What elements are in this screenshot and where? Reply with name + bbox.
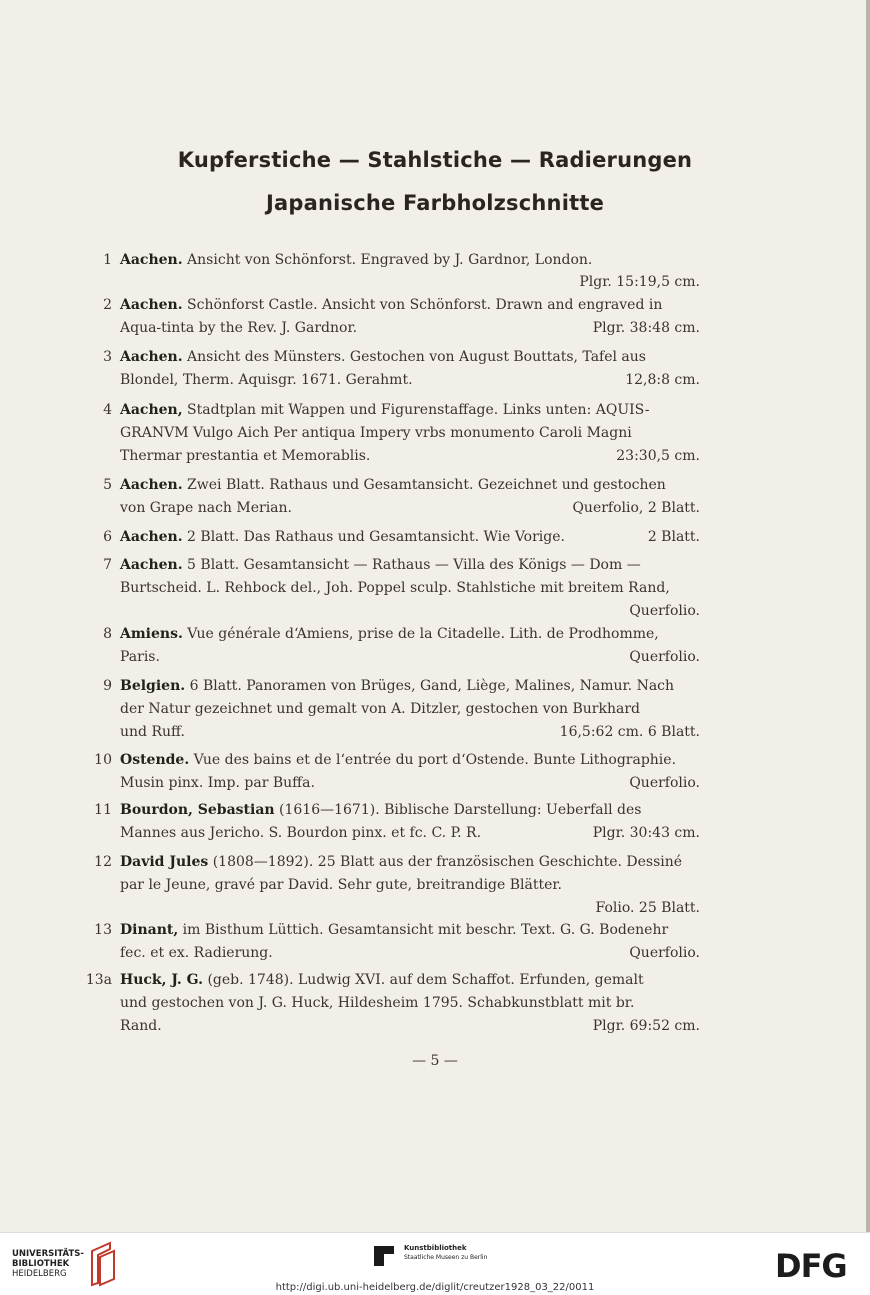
entry-line	[120, 473, 700, 497]
entry-line	[120, 248, 700, 272]
entry-dimension: Plgr. 30:43 cm.	[592, 825, 700, 841]
entry-keyword: Aachen.	[120, 477, 183, 493]
entry-line: Paris.	[120, 649, 160, 665]
entry-text: 6 Blatt. Panoramen von Brüges, Gand, Liège, Malines, Namur. Nach	[185, 678, 675, 694]
entry-number: 11	[94, 802, 112, 818]
catalog-heading: Kupferstiche — Stahlstiche — Radierungen	[177, 148, 693, 172]
entry-line: von Grape nach Merian.	[120, 500, 292, 516]
entry-dimension: 23:30,5 cm.	[616, 448, 700, 464]
dfg-logo: DFG	[775, 1247, 847, 1285]
entry-text: Ansicht von Schönforst. Engraved by J. Gardnor, London.	[182, 252, 593, 268]
entry-line: und Ruff.	[120, 724, 185, 740]
entry-dimension: Plgr. 38:48 cm.	[592, 320, 700, 336]
entry-line	[120, 748, 700, 772]
entry-line	[120, 345, 700, 369]
entry-number: 13	[94, 922, 112, 938]
entry-number: 7	[103, 557, 112, 573]
entry-text: Zwei Blatt. Rathaus und Gesamtansicht. Gezeichnet und gestochen	[182, 477, 666, 493]
kunstbibliothek-logo-icon	[372, 1244, 396, 1268]
entry-dimension: 2 Blatt.	[647, 529, 700, 545]
entry-line: Mannes aus Jericho. S. Bourdon pinx. et fc. C. P. R.	[120, 825, 482, 841]
entry-text: Stadtplan mit Wappen und Figurenstaffage. Links unten: AQUIS-	[182, 402, 650, 418]
entry-line	[120, 918, 700, 942]
entry-line: GRANVM Vulgo Aich Per antiqua Impery vrbs monumento Caroli Magni	[120, 425, 632, 441]
entry-line	[120, 398, 700, 422]
entry-keyword: Huck, J. G.	[120, 972, 203, 988]
entry-text: (1616—1671). Biblische Darstellung: Ueberfall des	[274, 802, 642, 818]
page-edge	[866, 0, 870, 1232]
entry-number: 9	[103, 678, 112, 694]
entry-number: 6	[103, 529, 112, 545]
entry-line	[120, 798, 700, 822]
entry-keyword: David Jules	[120, 854, 209, 870]
entry-line: fec. et ex. Radierung.	[120, 945, 273, 961]
ub-logo-text: HEIDELBERG	[12, 1269, 67, 1279]
entry-dimension: Plgr. 69:52 cm.	[592, 1018, 700, 1034]
entry-line	[120, 850, 700, 874]
entry-dimension: Plgr. 15:19,5 cm.	[579, 274, 700, 290]
ub-logo-text: UNIVERSITÄTS-	[12, 1249, 84, 1259]
entry-line: par le Jeune, gravé par David. Sehr gute, breitrandige Blätter.	[120, 877, 563, 893]
entry-dimension: Querfolio.	[629, 945, 700, 961]
entry-dimension: Querfolio.	[629, 649, 700, 665]
entry-line: Aqua-tinta by the Rev. J. Gardnor.	[120, 320, 358, 336]
kunstbibliothek-name: Kunstbibliothek	[404, 1244, 467, 1252]
entry-keyword: Belgien.	[120, 678, 186, 694]
entry-number: 4	[103, 402, 112, 418]
catalog-subheading: Japanische Farbholzschnitte	[265, 191, 605, 215]
entry-line	[120, 674, 700, 698]
entry-keyword: Aachen.	[120, 297, 183, 313]
viewer-footer	[0, 1232, 870, 1295]
entry-dimension: Querfolio.	[629, 775, 700, 791]
entry-line: Burtscheid. L. Rehbock del., Joh. Poppel sculp. Stahlstiche mit breitem Rand,	[120, 580, 670, 596]
entry-number: 12	[94, 854, 112, 870]
entry-keyword: Ostende.	[120, 752, 190, 768]
entry-number: 5	[103, 477, 112, 493]
entry-dimension: 16,5:62 cm. 6 Blatt.	[559, 724, 700, 740]
entry-line	[120, 968, 700, 992]
entry-keyword: Amiens.	[120, 626, 183, 642]
entry-keyword: Aachen.	[120, 349, 183, 365]
entry-keyword: Dinant,	[120, 922, 179, 938]
entry-text: Ansicht des Münsters. Gestochen von August Bouttats, Tafel aus	[182, 349, 646, 365]
entry-line	[120, 293, 700, 317]
entry-dimension: Folio. 25 Blatt.	[595, 900, 700, 916]
entry-keyword: Aachen.	[120, 529, 183, 545]
entry-line	[120, 525, 700, 549]
ub-logo-text: BIBLIOTHEK	[12, 1259, 70, 1269]
entry-text: 5 Blatt. Gesamtansicht — Rathaus — Villa des Königs — Dom —	[182, 557, 641, 573]
entry-line: Musin pinx. Imp. par Buffa.	[120, 775, 315, 791]
entry-line	[120, 553, 700, 577]
ub-logo-icon	[88, 1241, 118, 1287]
entry-text: Vue générale d‘Amiens, prise de la Citadelle. Lith. de Prodhomme,	[182, 626, 659, 642]
entry-text: (geb. 1748). Ludwig XVI. auf dem Schaffot. Erfunden, gemalt	[203, 972, 644, 988]
page-number: — 5 —	[412, 1053, 458, 1069]
entry-text: 2 Blatt. Das Rathaus und Gesamtansicht. Wie Vorige.	[182, 529, 565, 545]
entry-number: 8	[103, 626, 112, 642]
entry-keyword: Aachen.	[120, 252, 183, 268]
entry-line: der Natur gezeichnet und gemalt von A. Ditzler, gestochen von Burkhard	[120, 701, 640, 717]
kunstbibliothek-subtitle: Staatliche Museen zu Berlin	[404, 1254, 488, 1261]
entry-text: Schönforst Castle. Ansicht von Schönforst. Drawn and engraved in	[182, 297, 663, 313]
entry-keyword: Bourdon, Sebastian	[120, 802, 275, 818]
entry-keyword: Aachen.	[120, 557, 183, 573]
entry-line: Blondel, Therm. Aquisgr. 1671. Gerahmt.	[120, 372, 413, 388]
entry-number: 3	[103, 349, 112, 365]
entry-line	[120, 622, 700, 646]
entry-line: Rand.	[120, 1018, 162, 1034]
entry-line: und gestochen von J. G. Huck, Hildesheim 1795. Schabkunstblatt mit br.	[120, 995, 635, 1011]
entry-keyword: Aachen,	[120, 402, 183, 418]
entry-dimension: Querfolio, 2 Blatt.	[572, 500, 700, 516]
entry-text: im Bisthum Lüttich. Gesamtansicht mit beschr. Text. G. G. Bodenehr	[178, 922, 669, 938]
entry-line: Thermar prestantia et Memorablis.	[120, 448, 371, 464]
entry-number: 2	[103, 297, 112, 313]
entry-text: Vue des bains et de l‘entrée du port d‘Ostende. Bunte Lithographie.	[189, 752, 677, 768]
entry-number: 1	[103, 252, 112, 268]
entry-dimension: Querfolio.	[629, 603, 700, 619]
entry-number: 13a	[85, 972, 112, 988]
entry-text: (1808—1892). 25 Blatt aus der französischen Geschichte. Dessiné	[208, 854, 683, 870]
entry-number: 10	[94, 752, 112, 768]
entry-dimension: 12,8:8 cm.	[625, 372, 700, 388]
permalink-url[interactable]: http://digi.ub.uni-heidelberg.de/diglit/creutzer1928_03_22/0011	[275, 1282, 595, 1293]
